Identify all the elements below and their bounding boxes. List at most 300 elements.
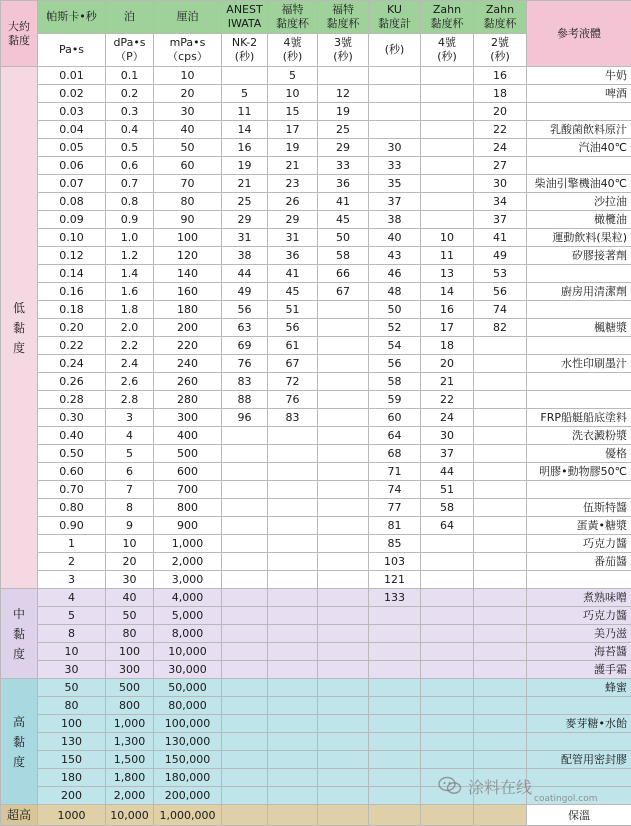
table-row: [1, 67, 631, 85]
cell-ford4: 19: [268, 139, 318, 157]
cell-anest: 21: [222, 175, 268, 193]
cell-cp: 5,000: [154, 607, 222, 625]
table-row: [1, 247, 631, 265]
cell-zahn2: [474, 355, 527, 373]
table-row: [1, 535, 631, 553]
cell-zahn2: [474, 733, 527, 751]
cell-zahn2: [474, 697, 527, 715]
cell-anest: [222, 751, 268, 769]
cell-zahn4: [421, 679, 474, 697]
cell-zahn2: [474, 769, 527, 787]
header-ku-unit: (秒): [369, 34, 421, 67]
cell-zahn2: 34: [474, 193, 527, 211]
cell-reference: 汽油40℃: [527, 139, 631, 157]
cell-zahn2: [474, 661, 527, 679]
cell-anest: [222, 517, 268, 535]
cell-ford4: 61: [268, 337, 318, 355]
cell-zahn4: [421, 661, 474, 679]
cell-ford4: 72: [268, 373, 318, 391]
cell-reference: 橄欖油: [527, 211, 631, 229]
table-row: [1, 355, 631, 373]
table-row: [1, 697, 631, 715]
cell-ford3: [318, 427, 369, 445]
cell-zahn4: [421, 643, 474, 661]
cell-reference: 啤酒: [527, 85, 631, 103]
cell-ku: 74: [369, 481, 421, 499]
cell-reference: [527, 769, 631, 787]
cell-zahn4: [421, 589, 474, 607]
header-ford4-unit: [268, 34, 318, 67]
table-row: [1, 517, 631, 535]
cell-zahn2: [474, 679, 527, 697]
cell-pas: 2: [38, 553, 106, 571]
cell-ford3: [318, 607, 369, 625]
cell-cp: 180: [154, 301, 222, 319]
category-label: 高 黏 度: [13, 715, 25, 769]
cell-zahn2: [474, 571, 527, 589]
cell-p: 6: [106, 463, 154, 481]
cell-ford4: 21: [268, 157, 318, 175]
cell-reference: 廚房用清潔劑: [527, 283, 631, 301]
header-zahn4-top: [421, 1, 474, 34]
category-label: 低 黏 度: [13, 301, 25, 355]
cell-ford3: 66: [318, 265, 369, 283]
cell-cp: 10,000: [154, 643, 222, 661]
table-row: [1, 103, 631, 121]
cell-p: 300: [106, 661, 154, 679]
header-pas-top: 帕斯卡•秒: [38, 1, 106, 34]
cell-ford3: [318, 481, 369, 499]
cell-ford3: [318, 553, 369, 571]
cell-anest: [222, 463, 268, 481]
cell-p: 0.3: [106, 103, 154, 121]
cell-ford3: 19: [318, 103, 369, 121]
cell-anest: 31: [222, 229, 268, 247]
cell-ford4: 36: [268, 247, 318, 265]
cell-zahn4: 10: [421, 229, 474, 247]
cell-ford3: [318, 715, 369, 733]
cell-reference: 配管用密封膠: [527, 751, 631, 769]
table-row: [1, 427, 631, 445]
cell-ford3: [318, 355, 369, 373]
cell-ford3: [318, 499, 369, 517]
cell-zahn4: [421, 121, 474, 139]
table-row: [1, 283, 631, 301]
cell-cp: 700: [154, 481, 222, 499]
cell-cp: 30: [154, 103, 222, 121]
cell-pas: 180: [38, 769, 106, 787]
table-row: [1, 409, 631, 427]
category-label: 中 黏 度: [13, 607, 25, 661]
cell-zahn4: [421, 625, 474, 643]
cell-reference: 番茄醬: [527, 553, 631, 571]
cell-pas: 0.07: [38, 175, 106, 193]
cell-ku: 46: [369, 265, 421, 283]
cell-pas: 0.05: [38, 139, 106, 157]
cell-ford4: [268, 535, 318, 553]
cell-zahn2: 82: [474, 319, 527, 337]
cell-cp: 130,000: [154, 733, 222, 751]
cell-p: 8: [106, 499, 154, 517]
cell-pas: 0.04: [38, 121, 106, 139]
cell-ku: [369, 751, 421, 769]
cell-zahn4: [421, 607, 474, 625]
cell-p: 0.7: [106, 175, 154, 193]
header-ford3-unit: [318, 34, 369, 67]
cell-anest: [222, 679, 268, 697]
cell-pas: 0.14: [38, 265, 106, 283]
cell-ford4: 67: [268, 355, 318, 373]
cell-ford4: [268, 643, 318, 661]
cell-ford4: [268, 517, 318, 535]
cell-ku: 103: [369, 553, 421, 571]
cell-zahn4: [421, 139, 474, 157]
cell-anest: 56: [222, 301, 268, 319]
cell-reference: 巧克力醬: [527, 607, 631, 625]
cell-p: 10,000: [106, 805, 154, 826]
cell-anest: [222, 589, 268, 607]
cell-zahn4: [421, 751, 474, 769]
cell-p: 2.4: [106, 355, 154, 373]
cell-p: 4: [106, 427, 154, 445]
table-row: [1, 391, 631, 409]
table-row: [1, 643, 631, 661]
cell-p: 0.9: [106, 211, 154, 229]
table-row: [1, 139, 631, 157]
cell-zahn2: [474, 481, 527, 499]
cell-ku: [369, 805, 421, 826]
cell-p: 1,000: [106, 715, 154, 733]
cell-cp: 100,000: [154, 715, 222, 733]
cell-pas: 200: [38, 787, 106, 805]
cell-reference: [527, 103, 631, 121]
table-row: [1, 373, 631, 391]
cell-pas: 0.02: [38, 85, 106, 103]
cell-zahn4: [421, 85, 474, 103]
cell-cp: 70: [154, 175, 222, 193]
table-row: [1, 625, 631, 643]
cell-ku: 48: [369, 283, 421, 301]
cell-pas: 0.26: [38, 373, 106, 391]
cell-ford4: [268, 805, 318, 826]
header-cp-top: 厘泊: [154, 1, 222, 34]
cell-ford3: [318, 733, 369, 751]
cell-anest: [222, 535, 268, 553]
cell-cp: 400: [154, 427, 222, 445]
cell-reference: 蜂蜜: [527, 679, 631, 697]
cell-cp: 10: [154, 67, 222, 85]
cell-reference: 保溫: [527, 805, 631, 826]
cell-ku: 60: [369, 409, 421, 427]
header-anest-unit-label: NK-2 (秒): [232, 36, 257, 63]
header-ku-top: [369, 1, 421, 34]
header-zahn2-unit-label: 2號 (秒): [490, 36, 510, 63]
cell-zahn4: 20: [421, 355, 474, 373]
cell-zahn4: [421, 67, 474, 85]
cell-cp: 120: [154, 247, 222, 265]
cell-pas: 0.08: [38, 193, 106, 211]
cell-ku: 81: [369, 517, 421, 535]
cell-anest: [222, 769, 268, 787]
cell-ford4: 45: [268, 283, 318, 301]
cell-reference: [527, 571, 631, 589]
cell-reference: 優格: [527, 445, 631, 463]
cell-zahn2: 49: [474, 247, 527, 265]
cell-ku: 64: [369, 427, 421, 445]
cell-pas: 0.24: [38, 355, 106, 373]
cell-pas: 4: [38, 589, 106, 607]
cell-ku: 54: [369, 337, 421, 355]
header-zahn4-top-label: Zahn 黏度杯: [431, 3, 464, 30]
cell-ford4: [268, 625, 318, 643]
cell-zahn4: 64: [421, 517, 474, 535]
cell-zahn2: [474, 409, 527, 427]
table-row: [1, 229, 631, 247]
cell-p: 2.8: [106, 391, 154, 409]
cell-zahn4: [421, 733, 474, 751]
cell-zahn2: 27: [474, 157, 527, 175]
cell-ford3: [318, 409, 369, 427]
cell-pas: 10: [38, 643, 106, 661]
cell-pas: 0.70: [38, 481, 106, 499]
cell-reference: [527, 391, 631, 409]
table-row: [1, 715, 631, 733]
cell-anest: [222, 787, 268, 805]
header-p-top: 泊: [106, 1, 154, 34]
table-row: [1, 463, 631, 481]
cell-zahn4: 30: [421, 427, 474, 445]
cell-ku: 59: [369, 391, 421, 409]
cell-reference: 沙拉油: [527, 193, 631, 211]
cell-anest: [222, 733, 268, 751]
cell-ford4: [268, 571, 318, 589]
cell-ford4: 56: [268, 319, 318, 337]
cell-cp: 40: [154, 121, 222, 139]
cell-p: 1.2: [106, 247, 154, 265]
cell-zahn4: 44: [421, 463, 474, 481]
cell-anest: 19: [222, 157, 268, 175]
cell-ku: [369, 121, 421, 139]
category-cell-ultra: [1, 805, 38, 826]
cell-cp: 280: [154, 391, 222, 409]
cell-anest: 5: [222, 85, 268, 103]
cell-reference: [527, 697, 631, 715]
header-category: [1, 1, 38, 67]
table-row: [1, 445, 631, 463]
cell-cp: 50: [154, 139, 222, 157]
cell-zahn4: [421, 157, 474, 175]
cell-zahn2: 74: [474, 301, 527, 319]
cell-p: 100: [106, 643, 154, 661]
cell-cp: 200,000: [154, 787, 222, 805]
cell-cp: 500: [154, 445, 222, 463]
cell-anest: [222, 67, 268, 85]
cell-ford4: 5: [268, 67, 318, 85]
cell-ku: 43: [369, 247, 421, 265]
cell-zahn4: 17: [421, 319, 474, 337]
table-row: [1, 661, 631, 679]
cell-reference: 柴油引擎機油40℃: [527, 175, 631, 193]
cell-p: 1,500: [106, 751, 154, 769]
table-row: [1, 733, 631, 751]
cell-cp: 160: [154, 283, 222, 301]
cell-ku: 58: [369, 373, 421, 391]
cell-pas: 0.30: [38, 409, 106, 427]
header-anest-unit: [222, 34, 268, 67]
cell-ford3: [318, 769, 369, 787]
table-row: [1, 499, 631, 517]
cell-ford4: [268, 661, 318, 679]
cell-reference: 楓糖漿: [527, 319, 631, 337]
cell-p: 3: [106, 409, 154, 427]
cell-zahn2: 22: [474, 121, 527, 139]
cell-ford4: [268, 481, 318, 499]
cell-pas: 80: [38, 697, 106, 715]
cell-p: 5: [106, 445, 154, 463]
cell-ford3: [318, 319, 369, 337]
header-zahn2-top-label: Zahn 黏度杯: [484, 3, 517, 30]
table-row: [1, 787, 631, 805]
cell-cp: 80,000: [154, 697, 222, 715]
cell-reference: 乳酸菌飲料原汁: [527, 121, 631, 139]
cell-ford4: 26: [268, 193, 318, 211]
cell-ku: 56: [369, 355, 421, 373]
cell-ford3: [318, 535, 369, 553]
cell-ford3: [318, 373, 369, 391]
cell-zahn4: 58: [421, 499, 474, 517]
cell-pas: 0.40: [38, 427, 106, 445]
cell-zahn2: 30: [474, 175, 527, 193]
cell-p: 80: [106, 625, 154, 643]
table-row: [1, 337, 631, 355]
cell-ku: 37: [369, 193, 421, 211]
cell-pas: 0.22: [38, 337, 106, 355]
cell-reference: 伍斯特醬: [527, 499, 631, 517]
cell-pas: 0.10: [38, 229, 106, 247]
cell-anest: [222, 805, 268, 826]
table-row: [1, 85, 631, 103]
cell-pas: 0.09: [38, 211, 106, 229]
cell-pas: 0.03: [38, 103, 106, 121]
cell-cp: 50,000: [154, 679, 222, 697]
cell-pas: 0.80: [38, 499, 106, 517]
cell-ku: 30: [369, 139, 421, 157]
cell-zahn2: 18: [474, 85, 527, 103]
cell-ku: [369, 715, 421, 733]
cell-p: 9: [106, 517, 154, 535]
cell-ford4: 51: [268, 301, 318, 319]
cell-ku: [369, 679, 421, 697]
cell-ford4: 10: [268, 85, 318, 103]
cell-p: 1.6: [106, 283, 154, 301]
cell-pas: 0.50: [38, 445, 106, 463]
cell-cp: 8,000: [154, 625, 222, 643]
cell-ku: [369, 67, 421, 85]
cell-anest: 63: [222, 319, 268, 337]
cell-ford3: [318, 787, 369, 805]
cell-reference: 美乃滋: [527, 625, 631, 643]
cell-anest: [222, 715, 268, 733]
table-row: [1, 175, 631, 193]
cell-zahn2: [474, 373, 527, 391]
cell-pas: 0.60: [38, 463, 106, 481]
cell-ford3: [318, 445, 369, 463]
cell-cp: 600: [154, 463, 222, 481]
cell-cp: 2,000: [154, 553, 222, 571]
cell-pas: 3: [38, 571, 106, 589]
cell-ford4: [268, 589, 318, 607]
cell-ford4: [268, 553, 318, 571]
cell-zahn4: 18: [421, 337, 474, 355]
cell-ku: 77: [369, 499, 421, 517]
cell-ford3: [318, 805, 369, 826]
cell-ford4: 83: [268, 409, 318, 427]
cell-reference: 麥芽糖•水飴: [527, 715, 631, 733]
cell-ford4: [268, 715, 318, 733]
cell-cp: 200: [154, 319, 222, 337]
cell-ford3: [318, 391, 369, 409]
cell-zahn4: 21: [421, 373, 474, 391]
cell-p: 10: [106, 535, 154, 553]
cell-ford3: [318, 463, 369, 481]
cell-p: 20: [106, 553, 154, 571]
header-pas-unit: Pa•s: [38, 34, 106, 67]
category-cell-high: [1, 679, 38, 805]
header-ford4-unit-label: 4號 (秒): [283, 36, 303, 63]
cell-cp: 90: [154, 211, 222, 229]
cell-zahn2: [474, 337, 527, 355]
cell-ford3: 67: [318, 283, 369, 301]
cell-p: 1.4: [106, 265, 154, 283]
header-ford3-top-label: 福特 黏度杯: [327, 3, 360, 30]
cell-anest: 96: [222, 409, 268, 427]
cell-pas: 30: [38, 661, 106, 679]
cell-reference: [527, 481, 631, 499]
cell-zahn2: [474, 589, 527, 607]
cell-p: 2.6: [106, 373, 154, 391]
cell-reference: [527, 337, 631, 355]
cell-zahn2: [474, 751, 527, 769]
cell-ku: 71: [369, 463, 421, 481]
cell-reference: 蛋黃•糖漿: [527, 517, 631, 535]
cell-zahn4: [421, 787, 474, 805]
cell-reference: [527, 373, 631, 391]
cell-anest: [222, 625, 268, 643]
cell-zahn2: 56: [474, 283, 527, 301]
cell-ku: [369, 85, 421, 103]
cell-cp: 150,000: [154, 751, 222, 769]
cell-ford3: [318, 67, 369, 85]
table-row: [1, 211, 631, 229]
cell-ku: [369, 697, 421, 715]
cell-p: 2.0: [106, 319, 154, 337]
cell-anest: 38: [222, 247, 268, 265]
cell-p: 50: [106, 607, 154, 625]
cell-reference: 水性印刷墨汁: [527, 355, 631, 373]
cell-ford3: 25: [318, 121, 369, 139]
cell-p: 30: [106, 571, 154, 589]
cell-ku: 50: [369, 301, 421, 319]
cell-ford3: 58: [318, 247, 369, 265]
cell-ford4: [268, 607, 318, 625]
cell-zahn2: [474, 517, 527, 535]
cell-ford4: 15: [268, 103, 318, 121]
cell-ford4: [268, 679, 318, 697]
cell-ford4: 17: [268, 121, 318, 139]
cell-zahn2: [474, 499, 527, 517]
table-row: [1, 751, 631, 769]
table-row: [1, 193, 631, 211]
